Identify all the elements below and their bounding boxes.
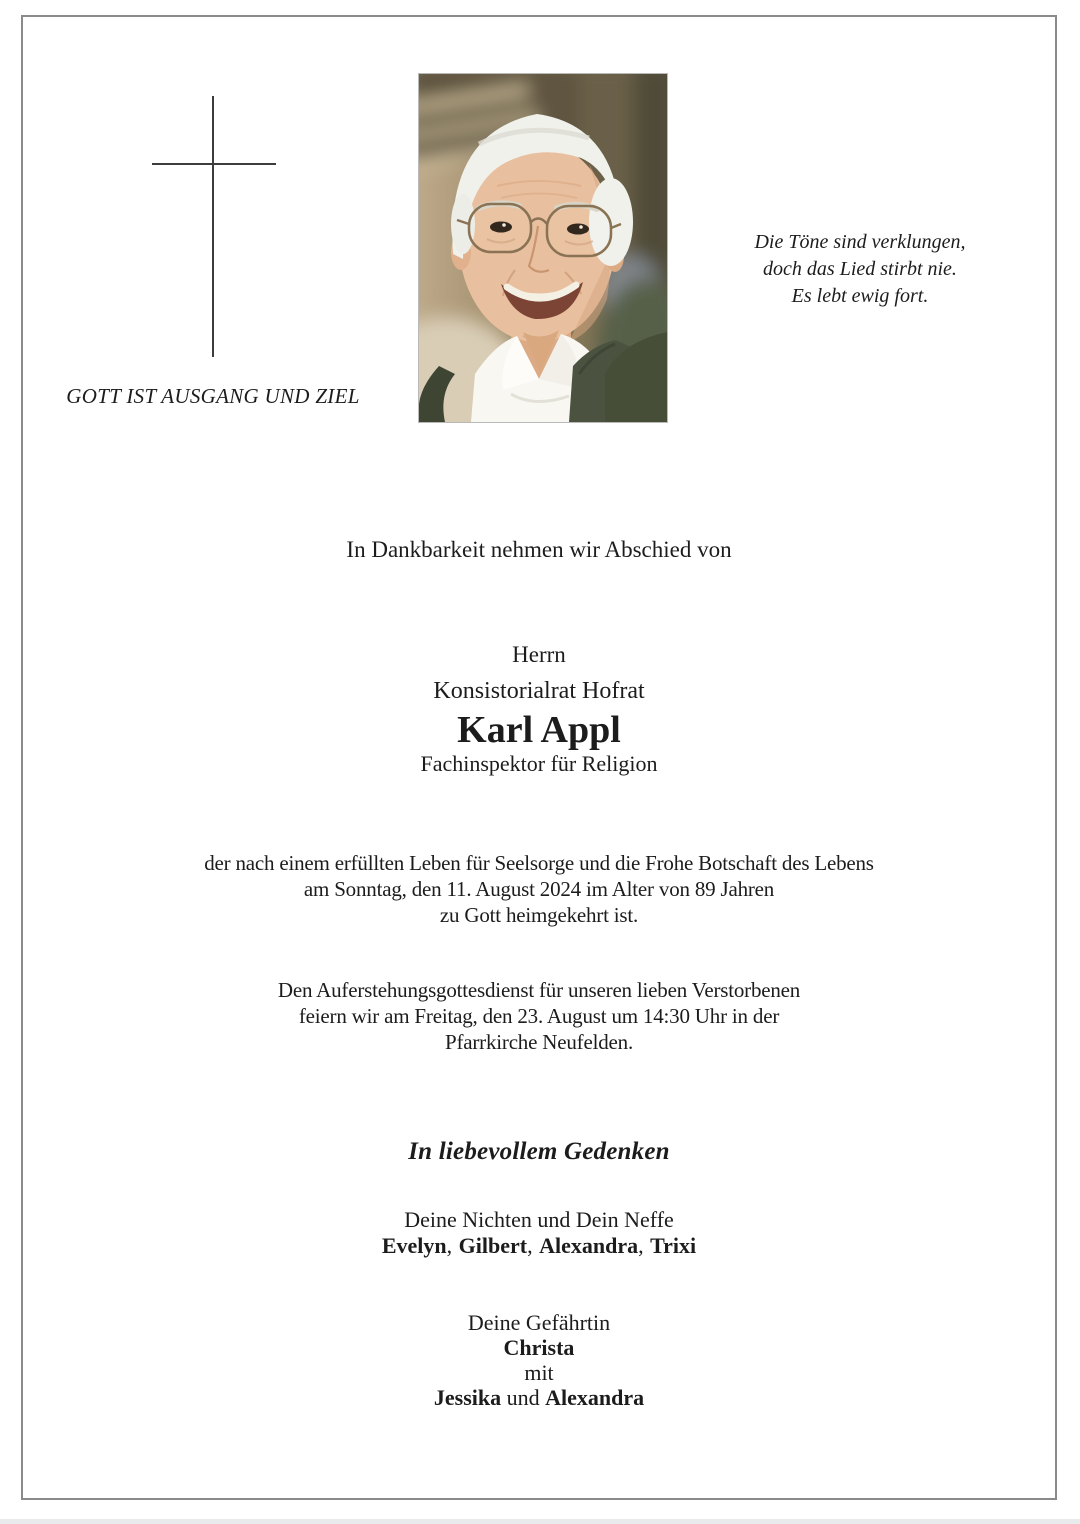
cross-horizontal-bar	[152, 163, 276, 165]
nieces-nephew-block	[23, 1207, 1055, 1259]
companion-label: Deine Gefährtin	[467, 1310, 611, 1335]
nieces-nephew-names	[23, 1233, 1055, 1259]
mourner-name: Alexandra	[545, 1385, 645, 1410]
remembrance-heading: In liebevollem Gedenken	[408, 1138, 670, 1165]
portrait-illustration	[419, 74, 667, 422]
profession: Fachinspektor für Religion	[420, 751, 658, 776]
verse-line: Es lebt ewig fort.	[791, 285, 929, 307]
mourner-name: Jessika	[433, 1385, 502, 1410]
motto-text: GOTT IST AUSGANG UND ZIEL	[66, 384, 360, 408]
next-page-edge	[0, 1519, 1080, 1524]
service-line: Pfarrkirche Neufelden.	[444, 1030, 633, 1054]
name-separator: ,	[446, 1233, 453, 1258]
companion-block	[23, 1310, 1055, 1410]
mourner-name: Trixi	[650, 1233, 697, 1258]
obituary-paragraph	[23, 850, 1055, 928]
verse-line: doch das Lied stirbt nie.	[763, 258, 957, 280]
memorial-verse	[680, 229, 1040, 310]
children-names	[23, 1385, 1055, 1410]
obituary-line: der nach einem erfüllten Leben für Seelsorge und die Frohe Botschaft des Lebens	[204, 851, 874, 875]
name-separator: ,	[638, 1233, 644, 1258]
deceased-name: Karl Appl	[457, 709, 621, 751]
cross-vertical-bar	[212, 96, 214, 357]
service-line: feiern wir am Freitag, den 23. August um 14:30 Uhr in der	[298, 1004, 780, 1028]
memorial-card-page	[21, 15, 1057, 1500]
name-separator: ,	[527, 1233, 533, 1258]
nieces-nephew-label: Deine Nichten und Dein Neffe	[404, 1207, 674, 1232]
mourner-name: Alexandra	[539, 1233, 639, 1258]
portrait-photo	[418, 73, 668, 423]
obituary-line: zu Gott heimgekehrt ist.	[439, 903, 639, 927]
companion-name: Christa	[503, 1335, 575, 1360]
service-paragraph	[23, 977, 1055, 1055]
obituary-line: am Sonntag, den 11. August 2024 im Alter von 89 Jahren	[303, 877, 775, 901]
honorific-title: Konsistorialrat Hofrat	[433, 678, 645, 704]
conjunction: und	[506, 1385, 540, 1410]
service-line: Den Auferstehungsgottesdienst für unseren lieben Verstorbenen	[277, 978, 801, 1002]
with-label: mit	[524, 1360, 554, 1385]
verse-line: Die Töne sind verklungen,	[754, 231, 966, 253]
mourner-name: Gilbert	[458, 1233, 528, 1258]
farewell-intro: In Dankbarkeit nehmen wir Abschied von	[346, 537, 732, 562]
salutation: Herrn	[512, 642, 566, 667]
mourner-name: Evelyn	[381, 1233, 447, 1258]
